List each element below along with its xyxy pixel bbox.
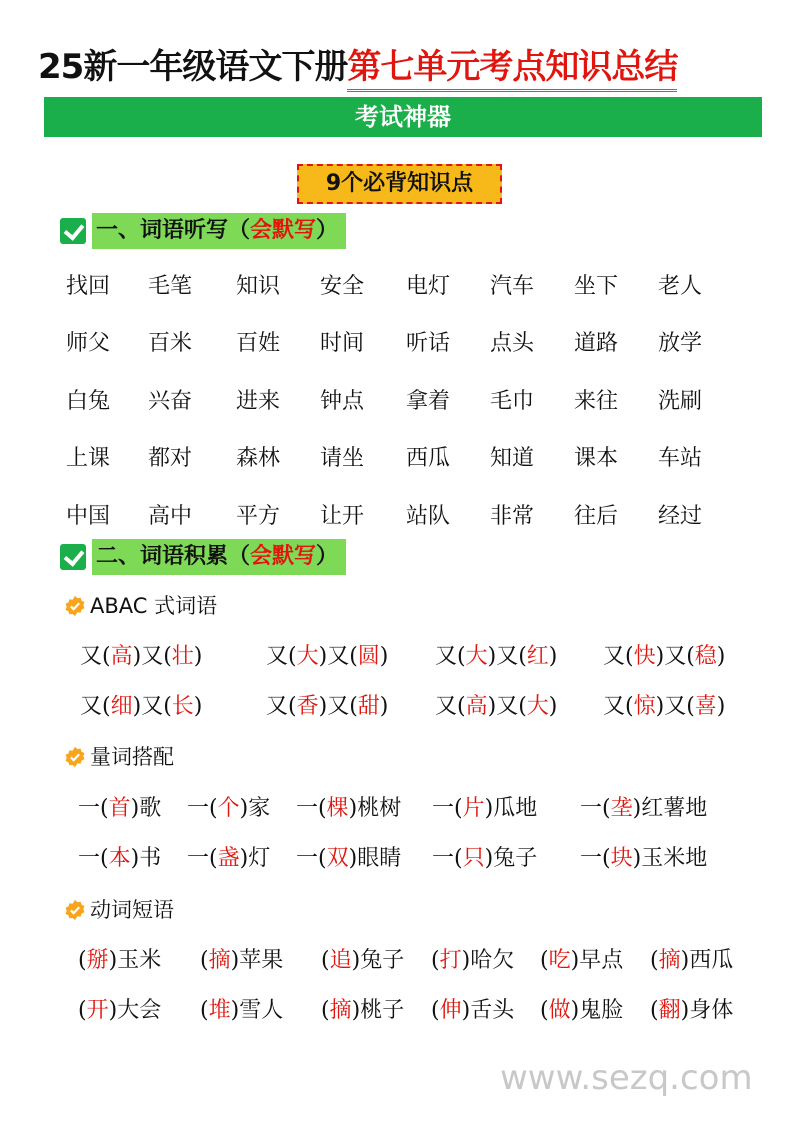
dictation-word: 钟点 xyxy=(320,389,365,414)
phrase-text: )又( xyxy=(487,694,527,719)
phrase-text: ( xyxy=(78,948,87,973)
dictation-word: 西瓜 xyxy=(406,446,451,471)
answer-char: 翻 xyxy=(658,998,681,1023)
dictation-word: 师父 xyxy=(66,331,111,356)
answer-char: 摘 xyxy=(329,998,352,1023)
phrase-text: 一( xyxy=(296,796,327,821)
phrase-item xyxy=(78,996,161,1026)
phrase-text: )又( xyxy=(318,644,358,669)
phrase-item xyxy=(650,996,733,1026)
answer-char: 壮 xyxy=(171,644,194,669)
phrase-text: ( xyxy=(650,998,659,1023)
phrase-text: 一( xyxy=(580,796,611,821)
answer-char: 稳 xyxy=(694,644,717,669)
answer-char: 喜 xyxy=(694,694,717,719)
phrase-text: 一( xyxy=(296,846,327,871)
phrase-text: )桃子 xyxy=(351,998,405,1023)
phrase-item xyxy=(540,996,623,1026)
phrase-text: 一( xyxy=(78,846,109,871)
phrase-text: )书 xyxy=(130,846,162,871)
phrase-item xyxy=(187,794,270,824)
answer-char: 本 xyxy=(108,846,131,871)
dictation-word: 毛笔 xyxy=(148,274,193,299)
phrase-text: )桃树 xyxy=(348,796,402,821)
sub1-label: ABAC 式词语 xyxy=(90,594,218,618)
phrase-item xyxy=(78,844,161,874)
answer-char: 片 xyxy=(462,796,485,821)
phrase-text: )又( xyxy=(132,694,172,719)
phrase-text: ( xyxy=(200,998,209,1023)
page-title xyxy=(38,44,677,94)
answer-char: 大 xyxy=(296,644,319,669)
phrase-item xyxy=(435,692,557,722)
watermark: www.sezq.com xyxy=(500,1058,753,1098)
answer-char: 伸 xyxy=(439,998,462,1023)
phrase-text: 一( xyxy=(187,846,218,871)
phrase-text: )又( xyxy=(487,644,527,669)
answer-char: 打 xyxy=(439,948,462,973)
dictation-word: 平方 xyxy=(236,504,281,529)
sub2-header xyxy=(64,742,174,772)
phrase-item xyxy=(432,844,537,874)
phrase-text: 又( xyxy=(80,694,111,719)
dictation-word: 站队 xyxy=(406,504,451,529)
dictation-word: 车站 xyxy=(658,446,703,471)
phrase-text: )鬼脸 xyxy=(570,998,624,1023)
phrase-text: )又( xyxy=(318,694,358,719)
section1-title xyxy=(92,213,346,249)
dictation-word: 坐下 xyxy=(574,274,619,299)
sub3-header xyxy=(64,895,174,925)
dictation-word: 课本 xyxy=(574,446,619,471)
dictation-word: 来往 xyxy=(574,389,619,414)
phrase-text: ( xyxy=(540,998,549,1023)
answer-char: 个 xyxy=(217,796,240,821)
phrase-item xyxy=(187,844,270,874)
dictation-word: 高中 xyxy=(148,504,193,529)
answer-char: 垄 xyxy=(610,796,633,821)
answer-char: 高 xyxy=(465,694,488,719)
phrase-text: 一( xyxy=(78,796,109,821)
dictation-word: 进来 xyxy=(236,389,281,414)
phrase-text: ( xyxy=(431,948,440,973)
phrase-text: 又( xyxy=(435,644,466,669)
phrase-item xyxy=(80,642,202,672)
phrase-text: 又( xyxy=(266,694,297,719)
phrase-item xyxy=(78,946,161,976)
answer-char: 圆 xyxy=(357,644,380,669)
section2-highlight: 会默写 xyxy=(250,544,317,569)
dictation-word: 都对 xyxy=(148,446,193,471)
phrase-text: )家 xyxy=(239,796,271,821)
phrase-item xyxy=(321,996,404,1026)
phrase-text: ) xyxy=(379,694,389,719)
answer-char: 细 xyxy=(110,694,133,719)
phrase-text: )歌 xyxy=(130,796,162,821)
phrase-item xyxy=(296,844,401,874)
phrase-item xyxy=(431,946,514,976)
dictation-word: 请坐 xyxy=(320,446,365,471)
phrase-item xyxy=(266,642,388,672)
answer-char: 块 xyxy=(610,846,633,871)
answer-char: 做 xyxy=(548,998,571,1023)
answer-char: 吃 xyxy=(548,948,571,973)
star-badge-icon xyxy=(64,595,86,617)
phrase-text: )大会 xyxy=(108,998,162,1023)
phrase-text: 又( xyxy=(603,644,634,669)
phrase-text: ) xyxy=(548,644,558,669)
phrase-text: 一( xyxy=(580,846,611,871)
phrase-text: ( xyxy=(321,998,330,1023)
phrase-text: ( xyxy=(431,998,440,1023)
phrase-text: )玉米 xyxy=(108,948,162,973)
phrase-text: )眼睛 xyxy=(348,846,402,871)
phrase-text: )又( xyxy=(655,644,695,669)
dictation-word: 汽车 xyxy=(490,274,535,299)
answer-char: 双 xyxy=(326,846,349,871)
dictation-word: 道路 xyxy=(574,331,619,356)
phrase-item xyxy=(266,692,388,722)
phrase-item xyxy=(580,844,707,874)
exam-banner: 考试神器 xyxy=(44,97,762,137)
phrase-text: ( xyxy=(78,998,87,1023)
answer-char: 只 xyxy=(462,846,485,871)
answer-char: 摘 xyxy=(658,948,681,973)
dictation-word: 洗刷 xyxy=(658,389,703,414)
section2-title xyxy=(92,539,346,575)
title-unit: 第七单元考点知识总结 xyxy=(347,45,677,92)
sub2-label: 量词搭配 xyxy=(90,745,174,769)
dictation-word: 知道 xyxy=(490,446,535,471)
dictation-word: 放学 xyxy=(658,331,703,356)
dictation-word: 非常 xyxy=(490,504,535,529)
dictation-word: 兴奋 xyxy=(148,389,193,414)
dictation-word: 点头 xyxy=(490,331,535,356)
phrase-item xyxy=(200,946,283,976)
phrase-item xyxy=(603,692,725,722)
star-badge-icon xyxy=(64,746,86,768)
phrase-item xyxy=(650,946,733,976)
phrase-text: )瓜地 xyxy=(484,796,538,821)
dictation-word: 拿着 xyxy=(406,389,451,414)
answer-char: 大 xyxy=(465,644,488,669)
answer-char: 盏 xyxy=(217,846,240,871)
phrase-text: )身体 xyxy=(680,998,734,1023)
phrase-item xyxy=(321,946,404,976)
phrase-text: ( xyxy=(650,948,659,973)
phrase-text: ) xyxy=(379,644,389,669)
phrase-text: 一( xyxy=(187,796,218,821)
phrase-text: )玉米地 xyxy=(632,846,708,871)
answer-char: 快 xyxy=(633,644,656,669)
answer-char: 摘 xyxy=(208,948,231,973)
dictation-word: 百姓 xyxy=(236,331,281,356)
phrase-text: ( xyxy=(321,948,330,973)
phrase-text: ( xyxy=(200,948,209,973)
phrase-item xyxy=(431,996,514,1026)
phrase-text: )红薯地 xyxy=(632,796,708,821)
phrase-text: )又( xyxy=(132,644,172,669)
dictation-word: 时间 xyxy=(320,331,365,356)
section2-header xyxy=(60,539,346,575)
phrase-item xyxy=(296,794,401,824)
answer-char: 堆 xyxy=(208,998,231,1023)
dictation-word: 上课 xyxy=(66,446,111,471)
phrase-text: ) xyxy=(716,644,726,669)
section1-prefix: 一、词语听写（ xyxy=(96,218,251,243)
answer-char: 棵 xyxy=(326,796,349,821)
phrase-text: 又( xyxy=(603,694,634,719)
dictation-word: 经过 xyxy=(658,504,703,529)
dictation-word: 往后 xyxy=(574,504,619,529)
phrase-item xyxy=(432,794,537,824)
phrase-text: ) xyxy=(193,694,203,719)
phrase-text: ) xyxy=(548,694,558,719)
phrase-text: )灯 xyxy=(239,846,271,871)
section2-prefix: 二、词语积累（ xyxy=(96,544,251,569)
dictation-word: 让开 xyxy=(320,504,365,529)
dictation-word: 听话 xyxy=(406,331,451,356)
phrase-text: ( xyxy=(540,948,549,973)
dictation-word: 安全 xyxy=(320,274,365,299)
phrase-text: 一( xyxy=(432,796,463,821)
section2-suffix: ） xyxy=(316,544,339,569)
dictation-word: 毛巾 xyxy=(490,389,535,414)
answer-char: 高 xyxy=(110,644,133,669)
phrase-text: )雪人 xyxy=(230,998,284,1023)
phrase-text: 又( xyxy=(266,644,297,669)
phrase-item xyxy=(603,642,725,672)
phrase-text: ) xyxy=(716,694,726,719)
phrase-text: )又( xyxy=(655,694,695,719)
points-badge: 9个必背知识点 xyxy=(297,164,502,204)
phrase-text: )兔子 xyxy=(484,846,538,871)
phrase-text: 又( xyxy=(80,644,111,669)
answer-char: 首 xyxy=(108,796,131,821)
dictation-word: 老人 xyxy=(658,274,703,299)
phrase-text: )舌头 xyxy=(461,998,515,1023)
answer-char: 惊 xyxy=(633,694,656,719)
phrase-text: )早点 xyxy=(570,948,624,973)
dictation-word: 中国 xyxy=(66,504,111,529)
sub1-header xyxy=(64,591,217,621)
checkbox-icon xyxy=(60,544,86,570)
phrase-text: )苹果 xyxy=(230,948,284,973)
phrase-item xyxy=(540,946,623,976)
title-grade: 25新一年级语文下册 xyxy=(38,47,348,87)
phrase-text: )西瓜 xyxy=(680,948,734,973)
answer-char: 追 xyxy=(329,948,352,973)
answer-char: 甜 xyxy=(357,694,380,719)
section1-highlight: 会默写 xyxy=(250,218,317,243)
dictation-word: 白兔 xyxy=(66,389,111,414)
answer-char: 掰 xyxy=(86,948,109,973)
answer-char: 开 xyxy=(86,998,109,1023)
phrase-text: 又( xyxy=(435,694,466,719)
phrase-item xyxy=(580,794,707,824)
phrase-item xyxy=(78,794,161,824)
dictation-word: 知识 xyxy=(236,274,281,299)
answer-char: 大 xyxy=(526,694,549,719)
sub3-label: 动词短语 xyxy=(90,898,174,922)
phrase-text: )兔子 xyxy=(351,948,405,973)
checkbox-icon xyxy=(60,218,86,244)
section1-suffix: ） xyxy=(316,218,339,243)
answer-char: 红 xyxy=(526,644,549,669)
answer-char: 长 xyxy=(171,694,194,719)
answer-char: 香 xyxy=(296,694,319,719)
phrase-text: 一( xyxy=(432,846,463,871)
phrase-item xyxy=(80,692,202,722)
phrase-text: )哈欠 xyxy=(461,948,515,973)
phrase-text: ) xyxy=(193,644,203,669)
dictation-word: 森林 xyxy=(236,446,281,471)
phrase-item xyxy=(200,996,283,1026)
star-badge-icon xyxy=(64,899,86,921)
dictation-word: 找回 xyxy=(66,274,111,299)
section1-header xyxy=(60,213,346,249)
phrase-item xyxy=(435,642,557,672)
dictation-word: 百米 xyxy=(148,331,193,356)
dictation-word: 电灯 xyxy=(406,274,451,299)
